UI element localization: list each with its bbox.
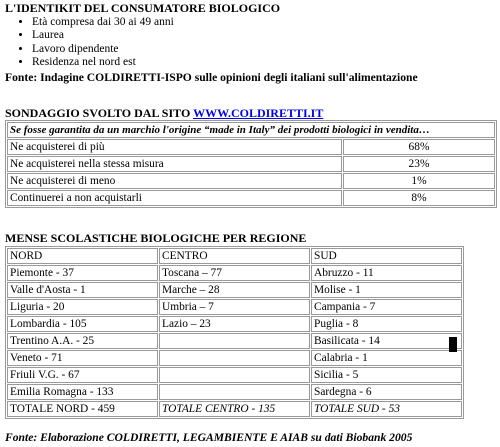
table-cell: Puglia - 8 [311,316,462,332]
identikit-title: L'IDENTIKIT DEL CONSUMATORE BIOLOGICO [5,1,281,15]
table-cell [159,367,310,383]
table-row [7,173,495,189]
table-row [7,139,495,155]
table-cell: Lombardia - 105 [7,316,158,332]
survey-answer: Ne acquisterei nella stessa misura [7,156,342,172]
table-cell: Umbria – 7 [159,299,310,315]
survey-title [5,106,323,120]
coldiretti-link[interactable]: WWW.COLDIRETTI.IT [193,106,324,120]
table-cell: Piemonte - 37 [7,265,158,281]
survey-answer: Ne acquisterei di più [7,139,342,155]
list-item: • Residenza nel nord est [32,56,497,69]
list-item: • Laurea [32,29,497,42]
table-cell: Liguria - 20 [7,299,158,315]
survey-value: 23% [343,156,495,172]
table-cell: Lazio – 23 [159,316,310,332]
table-cell: Friuli V.G. - 67 [7,367,158,383]
table-cell: Molise - 1 [311,282,462,298]
table-cell: Abruzzo - 11 [311,265,462,281]
table-cell: Emilia Romagna - 133 [7,384,158,400]
table-row [7,190,495,206]
mense-source: Fonte: Elaborazione COLDIRETTI, LEGAMBIENTE E AIAB su dati Biobank 2005 [5,431,413,444]
survey-answer: Ne acquisterei di meno [7,173,342,189]
table-cell [159,384,310,400]
table-cell [159,333,310,349]
table-row [7,367,462,383]
total-nord: TOTALE NORD - 459 [7,401,158,417]
mense-title: MENSE SCOLASTICHE BIOLOGICHE PER REGIONE [5,231,307,245]
table-row [7,384,462,400]
table-header-row [7,248,462,264]
column-header-centro: CENTRO [159,248,310,264]
total-centro: TOTALE CENTRO - 135 [159,401,310,417]
table-cell: Toscana – 77 [159,265,310,281]
list-item: • Età compresa dai 30 ai 49 anni [32,16,497,29]
table-cell: Marche – 28 [159,282,310,298]
table-row [7,299,462,315]
mense-table [5,246,464,419]
survey-title-text: SONDAGGIO SVOLTO DAL SITO [5,106,194,120]
table-row [7,333,462,349]
table-cell: Campania - 7 [311,299,462,315]
identikit-source: Fonte: Indagine COLDIRETTI-ISPO sulle opinioni degli italiani sull'alimentazione [5,70,418,84]
column-header-sud: SUD [311,248,462,264]
survey-table [5,120,497,208]
table-cell: Basilicata - 14 [311,333,462,349]
table-cell: Valle d'Aosta - 1 [7,282,158,298]
survey-value: 68% [343,139,495,155]
survey-answer: Continuerei a non acquistarli [7,190,342,206]
identikit-list [5,16,497,70]
table-cell: Sicilia - 5 [311,367,462,383]
survey-value: 8% [343,190,495,206]
table-row [7,156,495,172]
table-row [7,350,462,366]
table-row [7,316,462,332]
table-row [7,122,495,138]
table-cell: Trentino A.A. - 25 [7,333,158,349]
total-sud: TOTALE SUD - 53 [311,401,462,417]
table-row [7,282,462,298]
text-cursor-marker [449,337,457,352]
table-row [7,265,462,281]
list-item: • Lavoro dipendente [32,43,497,56]
column-header-nord: NORD [7,248,158,264]
table-cell: Veneto - 71 [7,350,158,366]
table-cell: Calabria - 1 [311,350,462,366]
table-totals-row [7,401,462,417]
document-page [5,1,497,444]
table-cell [159,350,310,366]
survey-value: 1% [343,173,495,189]
table-cell: Sardegna - 6 [311,384,462,400]
survey-question: Se fosse garantita da un marchio l'origine “made in Italy” dei prodotti biologici in vendita… [7,122,495,138]
